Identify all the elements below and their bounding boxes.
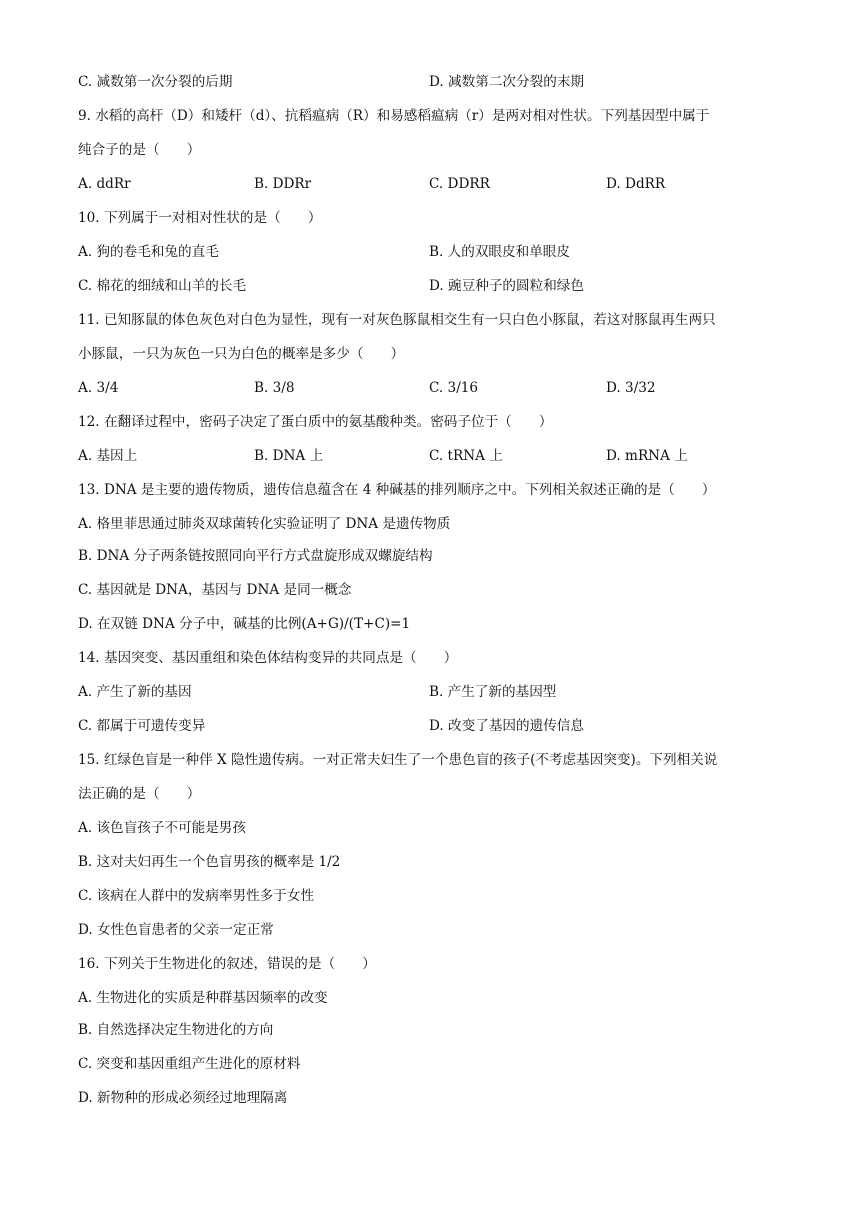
q11-stem-line1: 11. 已知豚鼠的体色灰色对白色为显性，现有一对灰色豚鼠相交生有一只白色小豚鼠，若这对豚鼠再生两只: [78, 312, 716, 328]
q12-option-d: D. mRNA 上: [606, 448, 688, 464]
q15-stem-line2: 法正确的是（ ）: [78, 786, 201, 802]
q13-option-b: B. DNA 分子两条链按照同向平行方式盘旋形成双螺旋结构: [78, 548, 433, 564]
q14-option-c: C. 都属于可遗传变异: [78, 718, 206, 734]
q11-stem-line2: 小豚鼠，一只为灰色一只为白色的概率是多少（ ）: [78, 346, 405, 362]
q9-option-a: A. ddRr: [78, 176, 131, 192]
q15-option-b: B. 这对夫妇再生一个色盲男孩的概率是 1/2: [78, 854, 341, 870]
q8-option-d: D. 减数第二次分裂的末期: [429, 74, 584, 90]
q15-option-a: A. 该色盲孩子不可能是男孩: [78, 820, 246, 836]
q12-stem: 12. 在翻译过程中，密码子决定了蛋白质中的氨基酸种类。密码子位于（ ）: [78, 414, 553, 430]
q9-stem-line2: 纯合子的是（ ）: [78, 142, 201, 158]
q14-stem: 14. 基因突变、基因重组和染色体结构变异的共同点是（ ）: [78, 650, 458, 666]
q15-stem-line1: 15. 红绿色盲是一种伴 X 隐性遗传病。一对正常夫妇生了一个患色盲的孩子(不考虑基因突变)。下列相关说: [78, 752, 718, 768]
q12-option-b: B. DNA 上: [254, 448, 324, 464]
q11-option-c: C. 3/16: [429, 380, 479, 396]
q14-option-d: D. 改变了基因的遗传信息: [429, 718, 584, 734]
q12-option-c: C. tRNA 上: [429, 448, 503, 464]
q10-option-d: D. 豌豆种子的圆粒和绿色: [429, 278, 584, 294]
q16-stem: 16. 下列关于生物进化的叙述，错误的是（ ）: [78, 956, 376, 972]
q10-option-c: C. 棉花的细绒和山羊的长毛: [78, 278, 247, 294]
q8-option-c: C. 减数第一次分裂的后期: [78, 74, 233, 90]
q11-option-d: D. 3/32: [606, 380, 656, 396]
q14-option-a: A. 产生了新的基因: [78, 684, 192, 700]
q11-option-a: A. 3/4: [78, 380, 119, 396]
q12-option-a: A. 基因上: [78, 448, 138, 464]
q9-option-d: D. DdRR: [606, 176, 666, 192]
q10-option-b: B. 人的双眼皮和单眼皮: [429, 244, 570, 260]
q13-stem: 13. DNA 是主要的遗传物质，遗传信息蕴含在 4 种碱基的排列顺序之中。下列相关叙述正确的是（ ）: [78, 482, 716, 498]
q15-option-c: C. 该病在人群中的发病率男性多于女性: [78, 888, 315, 904]
q14-option-b: B. 产生了新的基因型: [429, 684, 557, 700]
q10-option-a: A. 狗的卷毛和兔的直毛: [78, 244, 219, 260]
q15-option-d: D. 女性色盲患者的父亲一定正常: [78, 922, 274, 938]
q16-option-b: B. 自然选择决定生物进化的方向: [78, 1022, 274, 1038]
q13-option-a: A. 格里菲思通过肺炎双球菌转化实验证明了 DNA 是遗传物质: [78, 516, 451, 532]
q9-option-c: C. DDRR: [429, 176, 490, 192]
q9-option-b: B. DDRr: [254, 176, 312, 192]
q11-option-b: B. 3/8: [254, 380, 295, 396]
q16-option-d: D. 新物种的形成必须经过地理隔离: [78, 1090, 288, 1106]
q16-option-c: C. 突变和基因重组产生进化的原材料: [78, 1056, 301, 1072]
q9-stem-line1: 9. 水稻的高杆（D）和矮杆（d）、抗稻瘟病（R）和易感稻瘟病（r）是两对相对性状。下列基因型中属于: [78, 108, 710, 124]
q13-option-d: D. 在双链 DNA 分子中，碱基的比例(A+G)/(T+C)=1: [78, 616, 411, 632]
q16-option-a: A. 生物进化的实质是种群基因频率的改变: [78, 990, 328, 1006]
q13-option-c: C. 基因就是 DNA，基因与 DNA 是同一概念: [78, 582, 352, 598]
q10-stem: 10. 下列属于一对相对性状的是（ ）: [78, 210, 322, 226]
